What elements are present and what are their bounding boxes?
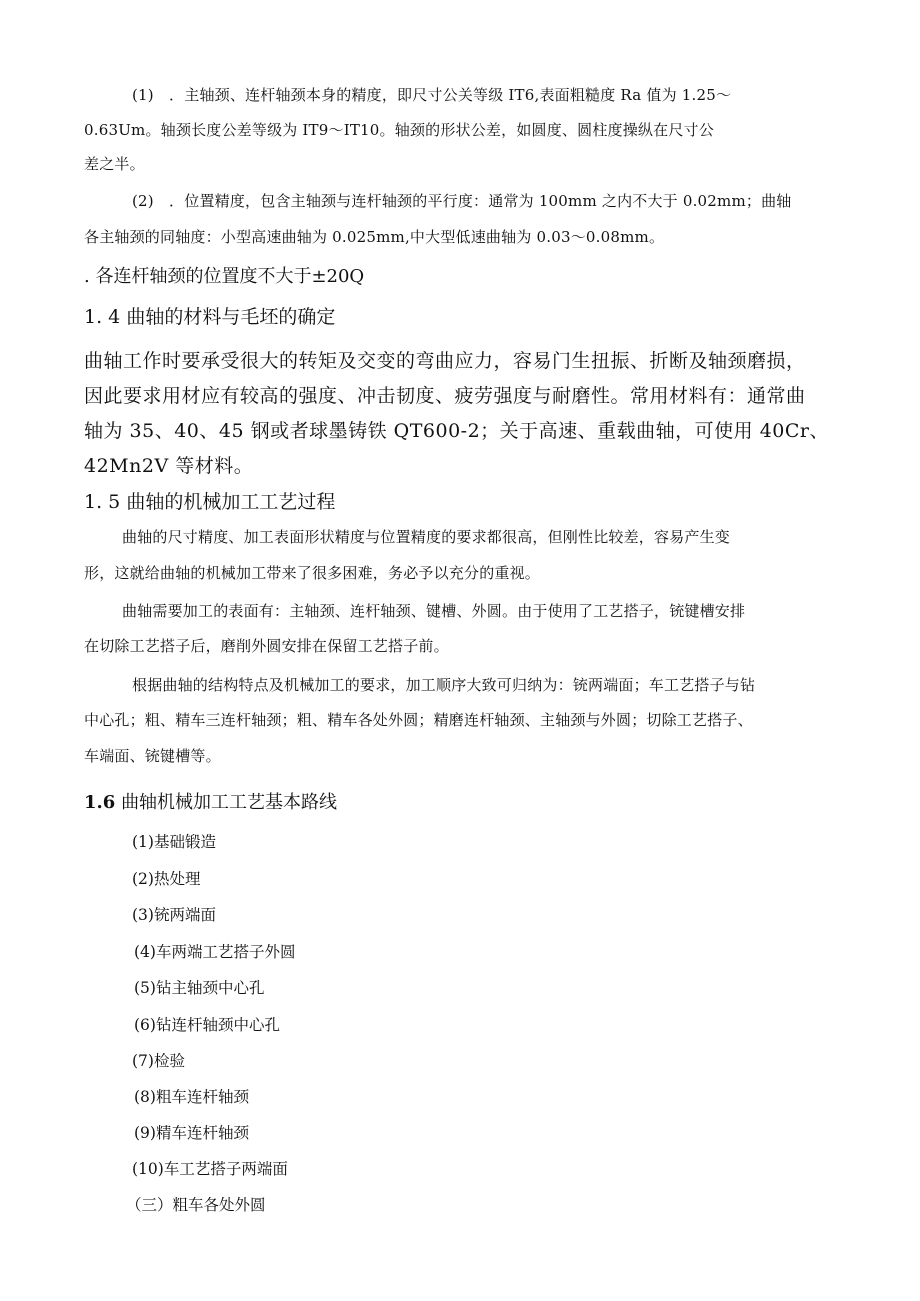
process-paragraph-3-line3: 车端面、铳键槽等。 [84, 747, 221, 765]
material-line2: 因此要求用材应有较高的强度、冲击韧度、疲劳强度与耐磨性。常用材料有：通常曲 [84, 385, 806, 407]
paragraph-precision-2-line2: 各主轴颈的同轴度：小型高速曲轴为 0.025mm,中大型低速曲轴为 0.03～0.08mm。 [84, 228, 665, 246]
route-item: (3)铳两端面 [132, 906, 216, 924]
section-title: 曲轴机械加工工艺基本路线 [121, 792, 338, 813]
route-item: (5)钻主轴颈中心孔 [134, 979, 265, 997]
route-item: (6)钻连杆轴颈中心孔 [134, 1016, 280, 1034]
paragraph-position-tolerance: . 各连杆轴颈的位置度不大于±20Q [84, 266, 365, 287]
route-item: (10)车工艺搭子两端面 [132, 1160, 288, 1178]
route-item: (7)检验 [132, 1052, 185, 1070]
section-number: 1. 5 [84, 491, 121, 513]
section-number: 1.6 [84, 792, 116, 813]
route-item: （三）粗车各处外圆 [126, 1196, 266, 1214]
process-paragraph-3-line2: 中心孔；粗、精车三连杆轴颈；粗、精车各处外圆；精磨连杆轴颈、主轴颈与外圆；切除工艺搭子、 [84, 711, 753, 729]
process-paragraph-2-line2: 在切除工艺搭子后，磨削外圆安排在保留工艺搭子前。 [84, 637, 449, 655]
route-item: (2)热处理 [132, 870, 201, 888]
section-heading-1-5 [84, 487, 335, 514]
route-item: (4)车两端工艺搭子外圆 [134, 943, 296, 961]
route-item: (9)精车连杆轴颈 [134, 1124, 249, 1142]
section-number: 1. 4 [84, 306, 121, 328]
paragraph-precision-1-line2: 0.63Um。轴颈长度公差等级为 IT9～IT10。轴颈的形状公差，如圆度、圆柱度操纵在尺寸公 [84, 121, 714, 139]
route-item: (1)基础锻造 [132, 833, 216, 851]
section-title: 曲轴的材料与毛坯的确定 [126, 306, 336, 328]
material-line1: 曲轴工作时要承受很大的转矩及交变的弯曲应力，容易门生扭振、折断及轴颈磨损， [84, 350, 806, 372]
paragraph-precision-1-line1: (1) ．主轴颈、连杆轴颈本身的精度，即尺寸公关等级 IT6,表面粗糙度 Ra 值为 1.25～ [132, 86, 732, 104]
process-paragraph-1-line2: 形，这就给曲轴的机械加工带来了很多困难，务必予以充分的重视。 [84, 564, 541, 582]
material-line4: 42Mn2V 等材料。 [84, 455, 254, 477]
paragraph-precision-1-line3: 差之半。 [84, 155, 145, 173]
section-heading-1-6 [84, 788, 337, 814]
section-title: 曲轴的机械加工工艺过程 [126, 491, 336, 513]
material-line3: 轴为 35、40、45 钢或者球墨铸铁 QT600-2；关于高速、重载曲轴，可使用 40Cr、 [84, 420, 830, 442]
process-paragraph-2-line1: 曲轴需要加工的表面有：主轴颈、连杆轴颈、键槽、外圆。由于使用了工艺搭子，铳键槽安排 [122, 602, 746, 620]
process-paragraph-1-line1: 曲轴的尺寸精度、加工表面形状精度与位置精度的要求都很高，但刚性比较差，容易产生变 [122, 528, 731, 546]
process-paragraph-3-line1: 根据曲轴的结构特点及机械加工的要求，加工顺序大致可归纳为：铳两端面；车工艺搭子与钻 [132, 676, 756, 694]
route-item: (8)粗车连杆轴颈 [134, 1088, 249, 1106]
paragraph-precision-2-line1: (2) ．位置精度，包含主轴颈与连杆轴颈的平行度：通常为 100mm 之内不大于 0.02mm；曲轴 [132, 192, 792, 210]
section-heading-1-4 [84, 302, 335, 329]
